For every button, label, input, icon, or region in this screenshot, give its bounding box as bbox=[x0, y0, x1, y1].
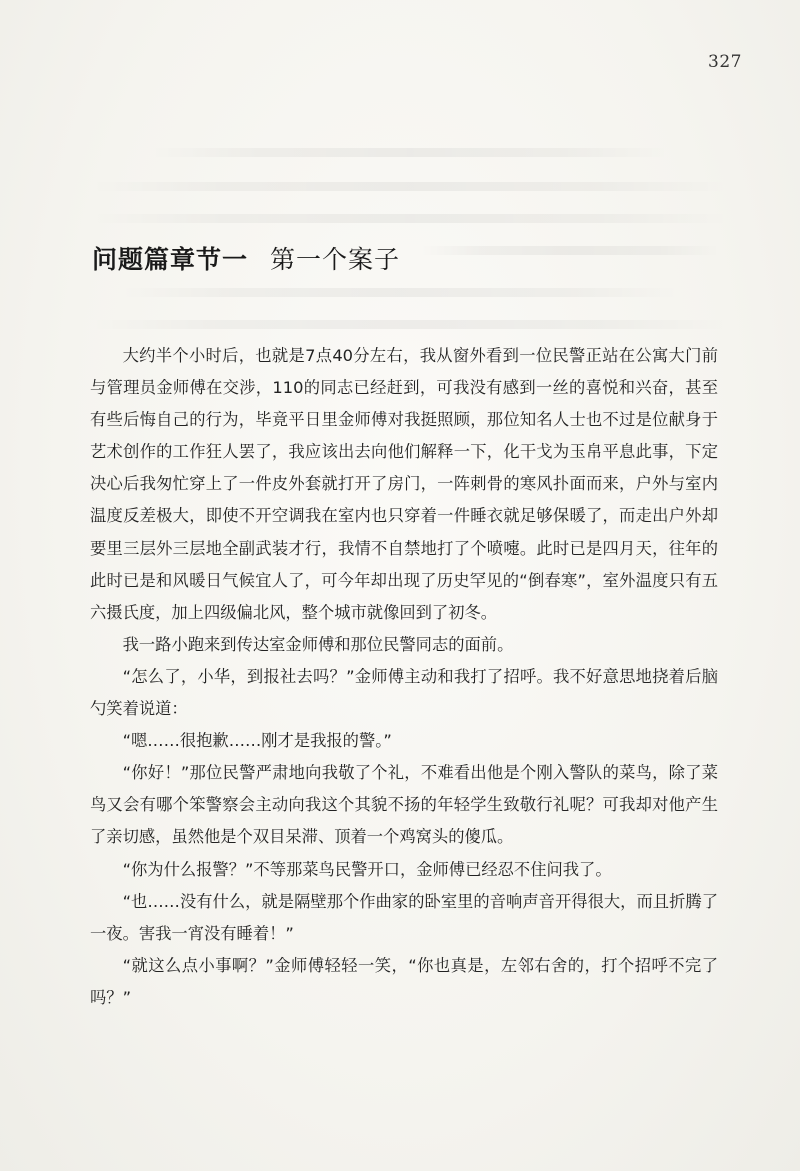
paragraph: “也……没有什么，就是隔壁那个作曲家的卧室里的音响声音开得很大，而且折腾了一夜。害我一宵没有睡着！” bbox=[90, 891, 718, 943]
paragraph: “你好！”那位民警严肃地向我敬了个礼，不难看出他是个刚入警队的菜鸟，除了菜鸟又会有哪个笨警察会主动向我这个其貌不扬的年轻学生致敬行礼呢？可我却对他产生了亲切感，虽然他是个双目呆滞、顶着一个鸡窝头的傻瓜。 bbox=[90, 763, 718, 847]
body-text bbox=[90, 340, 718, 1014]
bleed-through-mark bbox=[90, 214, 730, 223]
chapter-name: 第一个案子 bbox=[270, 245, 401, 274]
chapter-label: 问题篇章节一 bbox=[92, 245, 249, 274]
page-number: 327 bbox=[708, 52, 742, 72]
paragraph: “就这么点小事啊？”金师傅轻轻一笑，“你也真是，左邻右舍的，打个招呼不完了吗？” bbox=[90, 955, 718, 1007]
paragraph: “嗯……很抱歉……刚才是我报的警。” bbox=[122, 731, 392, 751]
bleed-through-mark bbox=[150, 148, 670, 157]
bleed-through-mark bbox=[90, 320, 730, 329]
paragraph: “你为什么报警？”不等那菜鸟民警开口，金师傅已经忍不住问我了。 bbox=[122, 859, 612, 879]
bleed-through-mark bbox=[420, 246, 720, 255]
bleed-through-mark bbox=[90, 182, 730, 191]
bleed-through-mark bbox=[120, 288, 680, 297]
paragraph: “怎么了，小华，到报社去吗？”金师傅主动和我打了招呼。我不好意思地挠着后脑勺笑着说道： bbox=[90, 666, 718, 719]
paragraph: 我一路小跑来到传达室金师傅和那位民警同志的面前。 bbox=[122, 634, 514, 654]
chapter-title bbox=[92, 240, 400, 276]
paragraph: 大约半个小时后，也就是7点40分左右，我从窗外看到一位民警正站在公寓大门前与管理员金师傅在交涉，110的同志已经赶到，可我没有感到一丝的喜悦和兴奋，甚至有些后悔自己的行为，毕竟平日里金师傅对我挺照顾，那位知名人士也不过是位献身于艺术创作的工作狂人罢了，我应该出去向他们解释一下，化干戈为玉帛平息此事，下定决心后我匆忙穿上了一件皮外套就打开了房门，一阵刺骨的寒风扑面而来，户外与室内温度反差极大，即使不开空调我在室内也只穿着一件睡衣就足够保暖了，而走出户外却要里三层外三层地全副武装才行，我情不自禁地打了个喷嚏。此时已是四月天，往年的此时已是和风暖日气候宜人了，可今年却出现了历史罕见的“倒春寒”，室外温度只有五六摄氏度，加上四级偏北风，整个城市就像回到了初冬。 bbox=[90, 346, 718, 622]
